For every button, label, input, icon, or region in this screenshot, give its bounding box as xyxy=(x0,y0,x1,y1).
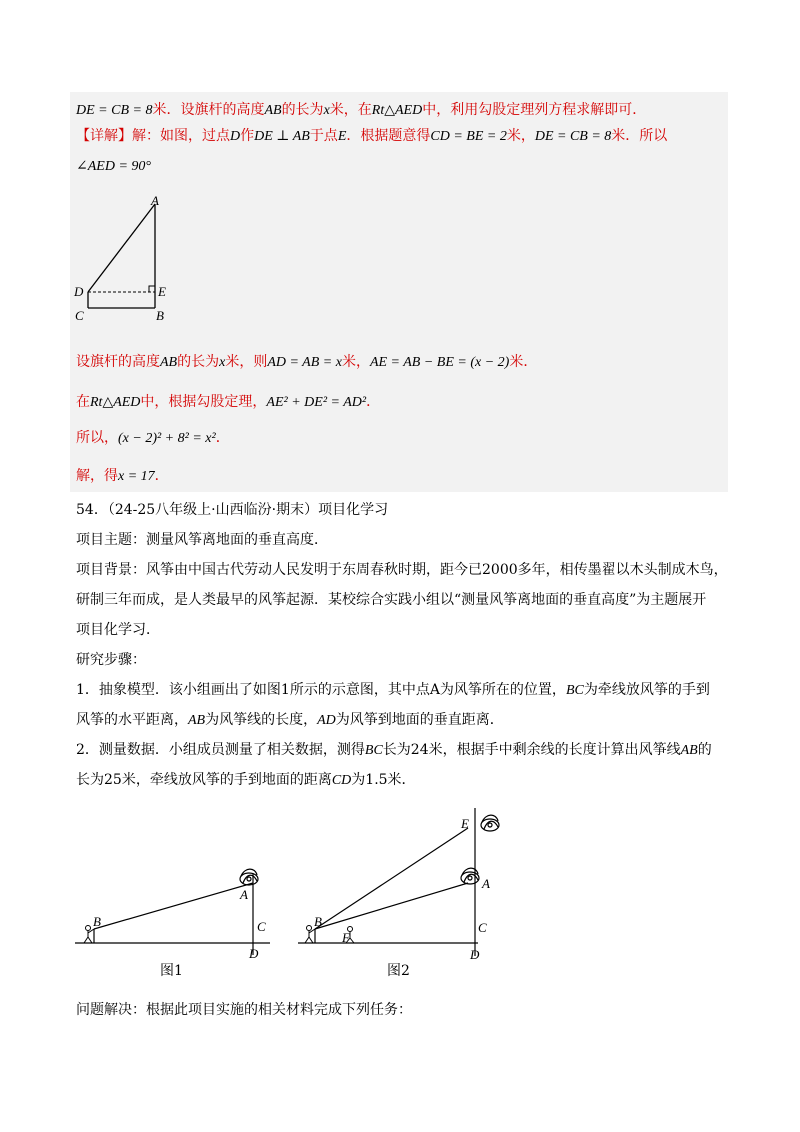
formula: CD = BE = 2 xyxy=(430,129,507,144)
formula: DE = CB = 8 xyxy=(76,103,153,118)
formula: x = 17 xyxy=(118,469,155,484)
solution-line-6 xyxy=(76,428,230,449)
kite-icon xyxy=(240,869,258,885)
solution-line-5 xyxy=(76,392,380,413)
project-background-2: 研制三年而成，是人类最早的风筝起源．某校综合实践小组以“测量风筝离地面的垂直高度”为主题展开 xyxy=(76,592,707,608)
step-2-line-1 xyxy=(76,740,712,761)
text: 1．抽象模型．该小组画出了如图1所示的示意图，其中点A为风筝所在的位置， xyxy=(76,682,566,698)
text: 长为24米，根据手中剩余线的长度计算出风筝线 xyxy=(382,742,681,758)
text: 的长为 xyxy=(177,354,220,370)
formula: x xyxy=(323,103,330,118)
text: 为风筝到地面的垂直距离． xyxy=(335,712,504,728)
text: 为牵线放风筝的手到 xyxy=(583,682,710,698)
label-B: B xyxy=(93,914,101,929)
formula: E xyxy=(337,129,347,144)
text: 于点 xyxy=(309,128,338,144)
text: 米，在 xyxy=(329,102,372,118)
research-steps-title: 研究步骤： xyxy=(76,652,146,668)
right-angle-mark xyxy=(149,286,155,292)
formula: D xyxy=(230,129,241,144)
text: 长为25米，牵线放风筝的手到地面的距离 xyxy=(76,772,332,788)
solution-line-1 xyxy=(76,100,646,121)
formula: AD xyxy=(317,713,336,728)
text: 为1.5米． xyxy=(351,772,416,788)
text: 作 xyxy=(240,128,255,144)
formula: CD xyxy=(331,773,352,788)
label-E: E xyxy=(461,816,469,831)
project-background-1: 项目背景：风筝由中国古代劳动人民发明于东周春秋时期，距今已2000多年，相传墨翟以木头制成木鸟， xyxy=(76,562,728,578)
text: 米， xyxy=(341,354,370,370)
text: 米． xyxy=(509,354,538,370)
label-F: F xyxy=(342,930,350,945)
solution-line-3 xyxy=(76,156,151,177)
formula: Rt△AED xyxy=(90,395,141,410)
text: 的 xyxy=(697,742,712,758)
formula: AB xyxy=(264,103,282,118)
formula: AB xyxy=(680,743,698,758)
formula: x xyxy=(219,355,226,370)
kite-string-FE xyxy=(315,828,468,929)
figure-2 xyxy=(298,808,508,978)
text: 解：如图，过点 xyxy=(132,128,230,144)
kite-string-BA xyxy=(315,883,468,929)
kite-string-AB xyxy=(94,883,253,929)
formula: AE² + DE² = AD² xyxy=(266,395,367,410)
figure-2-caption: 图2 xyxy=(387,963,410,979)
formula: (x − 2)² + 8² = x² xyxy=(118,431,216,446)
text: ． xyxy=(154,468,169,484)
formula: AB xyxy=(188,713,206,728)
formula: Rt△AED xyxy=(371,103,423,118)
text: ． xyxy=(366,394,381,410)
step-1-line-2 xyxy=(76,710,504,731)
text: 米， xyxy=(506,128,535,144)
formula: ∠AED = 90° xyxy=(76,159,151,174)
kite-E-icon xyxy=(481,815,499,831)
label-C: C xyxy=(478,920,487,935)
label-B: B xyxy=(156,308,164,323)
label-A: A xyxy=(151,193,159,208)
project-background-3: 项目化学习． xyxy=(76,622,160,638)
formula: AE = AB − BE = (x − 2) xyxy=(369,355,510,370)
solution-line-4 xyxy=(76,352,537,373)
segment-AD xyxy=(88,204,155,292)
text: 中，根据勾股定理， xyxy=(140,394,267,410)
step-1-line-1 xyxy=(76,680,710,701)
problem-heading: 54．（24-25八年级上·山西临汾·期末）项目化学习 xyxy=(76,502,389,518)
label-D: D xyxy=(74,284,84,299)
label-B: B xyxy=(314,914,322,929)
detail-tag: 【详解】 xyxy=(76,128,132,144)
formula: AB xyxy=(160,355,178,370)
label-D: D xyxy=(249,946,259,961)
text: ． xyxy=(215,430,230,446)
kite-A-icon xyxy=(461,868,479,884)
step-2-line-2 xyxy=(76,770,416,791)
solution-line-7 xyxy=(76,466,169,487)
formula: AD = AB = x xyxy=(267,355,342,370)
figure-1 xyxy=(75,855,285,975)
text: 中，利用勾股定理列方程求解即可． xyxy=(422,102,647,118)
solution-line-2 xyxy=(76,126,667,147)
text: 米，则 xyxy=(225,354,268,370)
text: 解，得 xyxy=(76,468,118,484)
text: 在 xyxy=(76,394,90,410)
formula: BC xyxy=(364,743,383,758)
flagpole-figure xyxy=(70,190,180,325)
formula: BC xyxy=(565,683,584,698)
text: 米．设旗杆的高度 xyxy=(152,102,265,118)
figure-1-caption: 图1 xyxy=(160,963,183,979)
text: ．根据题意得 xyxy=(346,128,431,144)
formula: DE = CB = 8 xyxy=(534,129,612,144)
text: 风筝的水平距离， xyxy=(76,712,188,728)
project-theme: 项目主题：测量风筝离地面的垂直高度． xyxy=(76,532,328,548)
label-C: C xyxy=(75,308,84,323)
text: 2．测量数据．小组成员测量了相关数据，测得 xyxy=(76,742,365,758)
label-C: C xyxy=(257,919,266,934)
label-A: A xyxy=(482,876,490,891)
text: 为风筝线的长度， xyxy=(205,712,318,728)
text: 米．所以 xyxy=(611,128,668,144)
text: 的长为 xyxy=(281,102,324,118)
label-E: E xyxy=(158,284,166,299)
text: 设旗杆的高度 xyxy=(76,354,160,370)
task-intro: 问题解决：根据此项目实施的相关材料完成下列任务： xyxy=(76,1002,412,1018)
label-A: A xyxy=(240,887,248,902)
text: 所以， xyxy=(76,430,118,446)
label-D: D xyxy=(470,947,480,962)
formula: DE ⊥ AB xyxy=(254,129,310,144)
